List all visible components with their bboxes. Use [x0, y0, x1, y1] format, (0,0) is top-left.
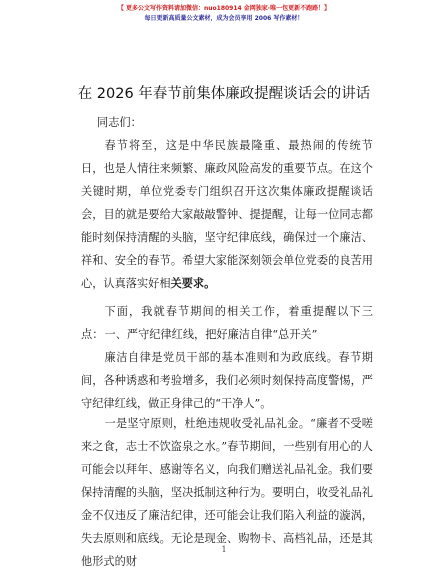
document-title: 在 2026 年春节前集体廉政提醒谈话会的讲话 — [77, 86, 371, 102]
paragraph-intro — [81, 134, 373, 295]
section-heading-1: 一、严守纪律红线，把好廉洁自律“总开关” — [104, 328, 318, 341]
promo-banner-line-1: 【 更多公文写作资料请加微信：nuo180914 金网独家·唯一包更新不跑路！】 — [117, 5, 331, 12]
paragraph-intro-text: 春节将至，这是中华民族最隆重、最热闹的传统节日，也是人情往来频繁、廉政风险高发的重要节点。在这个关键时期，单位党委专门组织召开这次集体廉政提醒谈话会，目的就是要给大家敲敲警钟、提提醒，让每一位同志都能时刻保持清醒的头脑，坚守纪律底线，确保过一个廉洁、祥和、安全的春节。希望大家能深刻领会单位党委的良苦用心，认真落实好相 — [81, 139, 373, 290]
salutation: 同志们： — [97, 116, 142, 129]
promo-banner-line-2: 每日更新高质量公文素材，成为会员享用 2006 写作素材！ — [144, 15, 304, 22]
page-number: 1 — [221, 545, 227, 554]
paragraph-section-1-point-1: 一是坚守原则，杜绝违规收受礼品礼金。“廉者不受嗟来之食，志士不饮盗泉之水。”春节期间，一些别有用心的人可能会以拜年、感谢等名义，向我们赠送礼品礼金。我们要保持清醒的头脑，坚决抵制这种行为。要明白，收受礼品礼金不仅违反了廉洁纪律，还可能会让我们陷入利益的漩涡，失去原则和底线。无论是现金、购物卡、高档礼品，还是其他形式的财 — [81, 417, 373, 568]
paragraph-intro-tail: 关要求。 — [170, 276, 216, 290]
paragraph-section-1-intro: 廉洁自律是党员干部的基本准则和为政底线。春节期间，各种诱惑和考验增多，我们必须时刻保持高度警惕，严守纪律红线，做正身律己的“干净人”。 — [81, 351, 373, 410]
paragraph-transition: 下面，我就春节期间的相关工作，着重提醒以下三点： — [81, 305, 373, 341]
